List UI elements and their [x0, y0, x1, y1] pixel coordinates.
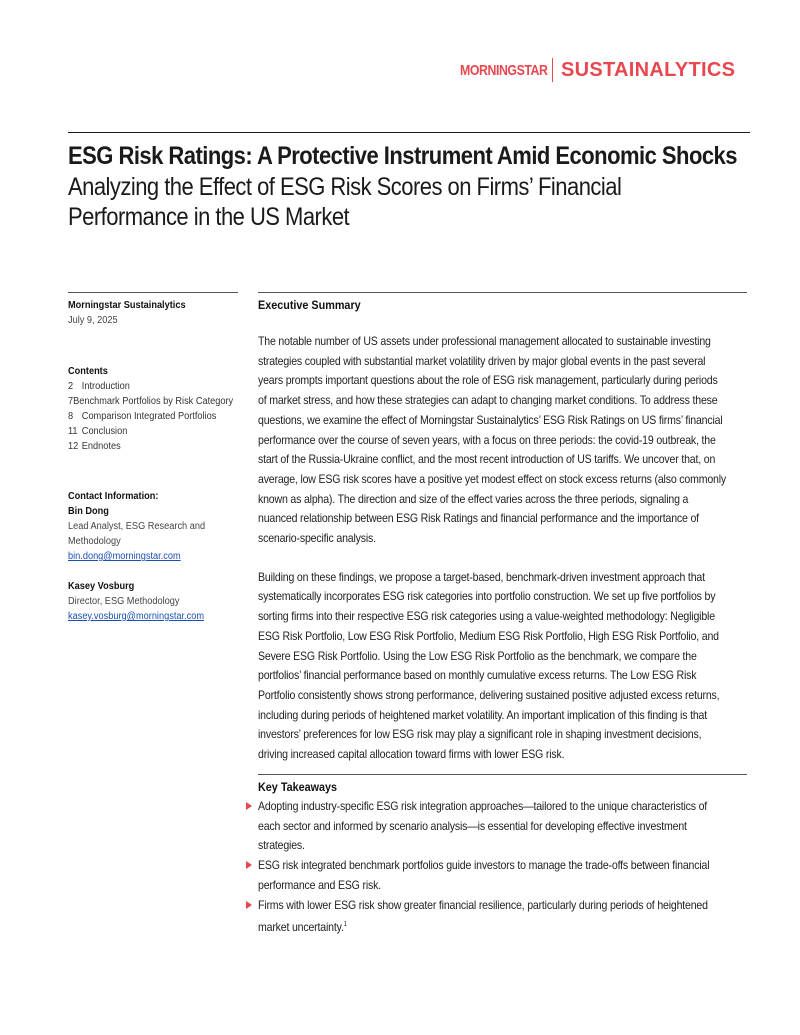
subtitle-line: Performance in the US Market — [68, 203, 350, 231]
bullet-arrow-icon — [246, 802, 252, 810]
paragraph-line: portfolios’ financial performance based on monthly cumulative excess returns. The Low ESG Risk — [258, 668, 697, 683]
morningstar-logo: MORNINGSTAR — [460, 61, 548, 79]
takeaway-item — [246, 856, 750, 895]
key-takeaways-list — [246, 797, 750, 938]
takeaway-item — [246, 896, 750, 938]
page-title: ESG Risk Ratings: A Protective Instrument Amid Economic Shocks — [68, 142, 737, 170]
takeaway-line: market uncertainty.$^1$ — [258, 920, 347, 935]
contents-heading: Contents — [68, 366, 108, 377]
paragraph-line: scenario-specific analysis. — [258, 531, 376, 546]
sustainalytics-logo: SUSTAINALYTICS — [561, 58, 736, 81]
paragraph-line: of market stress, and how these strategies can adapt to changing market conditions. To address these — [258, 393, 718, 408]
toc-label: Endnotes — [81, 441, 121, 452]
paragraph-line: investors’ preferences for low ESG risk may play a significant role in shaping investment decisions, — [258, 727, 702, 742]
logo-divider — [552, 58, 553, 82]
toc-label: Conclusion — [81, 426, 128, 437]
contact-email-link[interactable]: bin.dong@morningstar.com — [68, 551, 181, 562]
key-takeaways-rule — [258, 774, 747, 775]
executive-summary — [258, 298, 750, 765]
publish-date: July 9, 2025 — [68, 315, 118, 326]
paragraph-line: performance over the course of seven years, with a focus on three periods: the covid-19 outbreak, the — [258, 432, 716, 447]
contact-name: Kasey Vosburg — [68, 581, 135, 592]
paragraph-line: driving increased capital allocation toward firms with lower ESG risk. — [258, 747, 565, 762]
takeaway-line: Adopting industry-specific ESG risk integration approaches—tailored to the unique characteristics of — [258, 799, 708, 813]
sidebar-rule — [68, 292, 238, 293]
title-rule — [68, 132, 750, 133]
executive-summary-heading: Executive Summary — [258, 298, 361, 312]
toc-page: 8 — [68, 411, 74, 422]
contact-role: Director, ESG Methodology — [68, 596, 180, 607]
org-name: Morningstar Sustainalytics — [68, 300, 186, 311]
contact-email-link[interactable]: kasey.vosburg@morningstar.com — [68, 611, 204, 622]
summary-paragraph — [258, 568, 750, 765]
takeaway-line: strategies. — [258, 838, 305, 853]
paragraph-line: average, low ESG risk scores have a positive yet modest effect on stock excess returns (also commonly — [258, 471, 726, 486]
takeaway-line: each sector and informed by scenario analysis—is essential for developing effective investment — [258, 818, 687, 833]
toc-page: 11 — [68, 426, 78, 437]
paragraph-line: start of the Russia-Ukraine conflict, and the most recent introduction of US tariffs. We uncover that, on — [258, 452, 716, 467]
toc-label: Introduction — [81, 381, 130, 392]
contact-role: Lead Analyst, ESG Research and — [68, 521, 206, 532]
toc-label: Comparison Integrated Portfolios — [81, 411, 217, 422]
paragraph-line: strategies coupled with substantial market volatility driven by major global events in the past several — [258, 353, 706, 368]
paragraph-line: Building on these findings, we propose a target-based, benchmark-driven investment approach that — [258, 569, 705, 584]
takeaway-line: Firms with lower ESG risk show greater financial resilience, particularly during periods of heightened — [258, 897, 708, 912]
takeaway-item — [246, 797, 750, 856]
contact-name: Bin Dong — [68, 506, 109, 517]
toc-item[interactable] — [68, 379, 229, 394]
page-subtitle — [68, 172, 631, 232]
bullet-arrow-icon — [246, 861, 252, 869]
paragraph-line: Portfolio consistently shows strong performance, delivering sustained positive adjusted excess returns, — [258, 687, 720, 702]
paragraph-line: questions, we examine the effect of Morningstar Sustainalytics’ ESG Risk Ratings on US firms’ financial — [258, 412, 723, 427]
contact-heading: Contact Information: — [68, 491, 159, 502]
toc-page: 2 — [68, 381, 74, 392]
header-logos — [460, 58, 735, 82]
main-rule — [258, 292, 747, 293]
paragraph-line: Severe ESG Risk Portfolio. Using the Low ESG Risk Portfolio as the benchmark, we compare the — [258, 648, 697, 663]
sidebar — [68, 298, 243, 624]
summary-paragraph — [258, 332, 750, 549]
toc-item[interactable] — [68, 394, 234, 409]
bullet-arrow-icon — [246, 901, 252, 909]
toc-page: 7 — [68, 396, 74, 407]
footnote-marker[interactable]: 1 — [343, 921, 347, 929]
subtitle-line: Analyzing the Effect of ESG Risk Scores on Firms’ Financial — [68, 173, 622, 201]
toc-item[interactable] — [68, 424, 229, 439]
paragraph-line: sorting firms into their respective ESG risk categories using a value-weighted methodology: Negligible — [258, 609, 715, 624]
contents-list — [68, 379, 243, 454]
contact-role: Methodology — [68, 536, 121, 547]
toc-item[interactable] — [68, 439, 229, 454]
toc-item[interactable] — [68, 409, 229, 424]
takeaway-line: ESG risk integrated benchmark portfolios guide investors to manage the trade-offs between financial — [258, 858, 710, 873]
paragraph-line: known as alpha). The direction and size of the effect varies across the three periods, signaling a — [258, 491, 689, 506]
paragraph-line: including during periods of heightened market volatility. An important implication of this finding is that — [258, 707, 707, 722]
key-takeaways-heading: Key Takeaways — [258, 780, 338, 794]
toc-page: 12 — [68, 441, 79, 452]
paragraph-line: years prompts important questions about the role of ESG risk management, particularly during periods — [258, 373, 718, 388]
paragraph-line: nuanced relationship between ESG Risk Ratings and financial performance and the importance of — [258, 511, 699, 526]
paragraph-line: The notable number of US assets under professional management allocated to sustainable investing — [258, 334, 711, 348]
paragraph-line: ESG Risk Portfolio, Low ESG Risk Portfolio, Medium ESG Risk Portfolio, High ESG Risk Portfolio, and — [258, 628, 719, 643]
paragraph-line: systematically incorporates ESG risk categories into portfolio construction. We set up five portfolios by — [258, 589, 716, 604]
toc-label: Benchmark Portfolios by Risk Category — [73, 396, 234, 407]
takeaway-line: performance and ESG risk. — [258, 877, 381, 892]
